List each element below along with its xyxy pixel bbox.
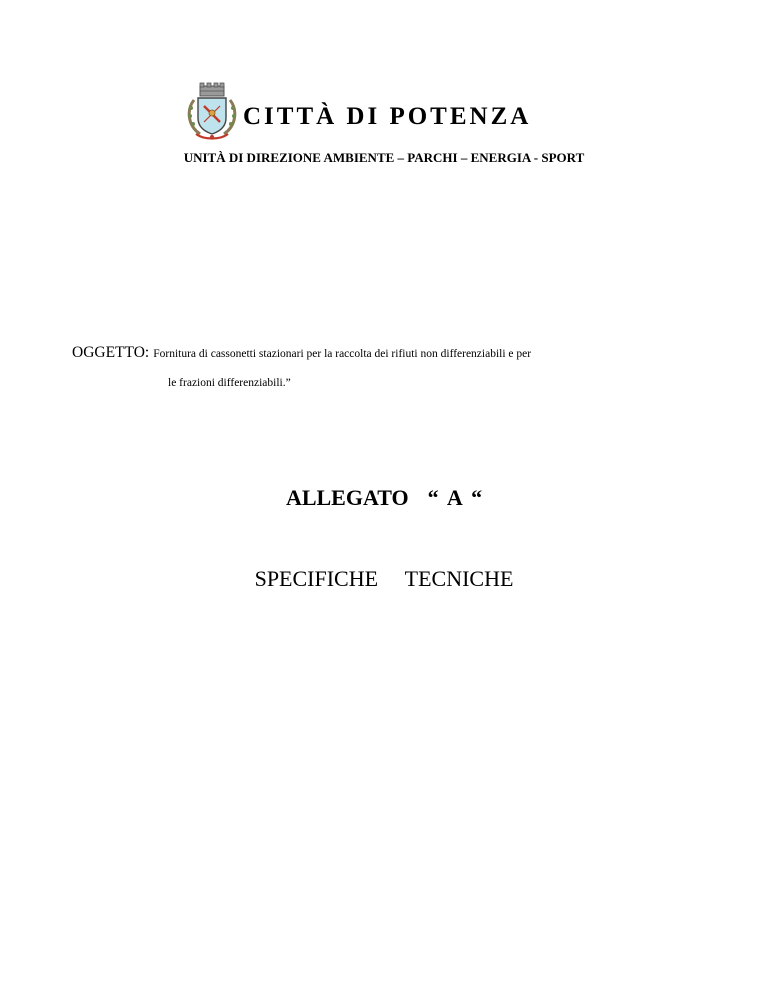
document-header	[0, 82, 768, 142]
city-crest-icon	[184, 82, 240, 140]
annex-title: ALLEGATO “ A “	[285, 485, 483, 510]
subject-label: OGGETTO:	[72, 344, 150, 361]
subject-text-continued: le frazioni differenziabili.”	[168, 377, 291, 389]
subject-text: Fornitura di cassonetti stazionari per la raccolta dei rifiuti non differenziabili e per	[153, 348, 532, 360]
department-subtitle: UNITÀ DI DIREZIONE AMBIENTE – PARCHI – ENERGIA - SPORT	[183, 150, 585, 165]
subject-line	[72, 343, 531, 364]
city-title: CITTÀ DI POTENZA	[243, 103, 532, 130]
technical-specifications-title: SPECIFICHE TECNICHE	[254, 566, 514, 591]
